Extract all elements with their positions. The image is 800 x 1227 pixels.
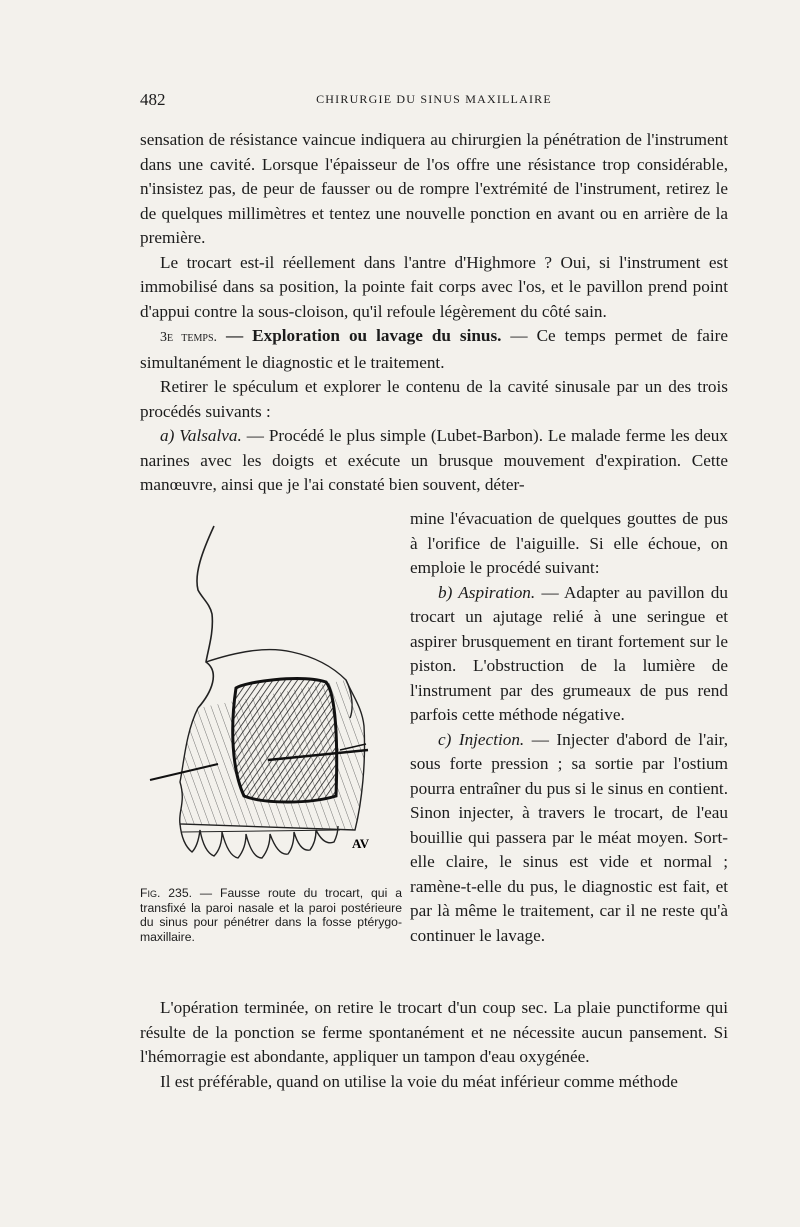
column-paragraph-1: mine l'évacuation de quelques gouttes de pus à l'orifice de l'aiguille. Si elle échoue, on emploie le procédé suivant: — [410, 509, 728, 577]
paragraph-3 — [140, 324, 728, 375]
section-heading: — Exploration ou lavage du sinus. — [225, 326, 502, 345]
running-title: CHIRURGIE DU SINUS MAXILLAIRE — [316, 92, 552, 106]
column-paragraph-3-text: — Injecter d'abord de l'air, sous forte pression ; sa sortie par l'ostium pourra entraîner du pus si le sinus en contient. Sinon injecter, à travers le trocart, de l'eau bouillie qui passera par le méat moyen. Sort-elle claire, le sinus est vide et normal ; ramène-t-elle du pus, le diagnostic est fait, et par là même le traitement, car il ne reste qu'à continuer le lavage. — [410, 729, 728, 945]
skull-illustration — [140, 512, 400, 872]
figure-caption-text: — Fausse route du trocart, qui a transfixé la paroi nasale et la paroi postérieure du sinus pour pénétrer dans la fosse ptérygo-maxillaire. — [140, 886, 402, 944]
artist-monogram: AV — [352, 836, 370, 851]
page-number: 482 — [140, 90, 166, 109]
paragraph-5-text: — Procédé le plus simple (Lubet-Barbon). Le malade ferme les deux narines avec les doigts et exécute un brusque mouvement d'expiration. Cette manœuvre, ainsi que je l'ai constaté bien souvent, déter- — [140, 426, 728, 494]
paragraph-2: Le trocart est-il réellement dans l'antre d'Highmore ? Oui, si l'instrument est immobilisé dans sa position, la pointe fait corps avec l'os, et le pavillon prend point d'appui contre la sous-cloison, qu'il refoule légèrement du côté sain. — [140, 252, 728, 321]
paragraph-4: Retirer le spéculum et explorer le contenu de la cavité sinusale par un des trois procédés suivants : — [140, 377, 728, 421]
paragraph-3-text: — Ce temps permet de faire simultanément le diagnostic et le traitement. — [140, 326, 729, 372]
column-paragraph-3 — [410, 728, 728, 949]
paragraph-7: Il est préférable, quand on utilise la voie du méat inférieur comme méthode — [160, 1071, 678, 1091]
column-paragraph-2-text: — Adapter au pavillon du trocart un ajutage relié à une seringue et aspirer brusquement en tirant fortement sur le piston. L'obstruction de la lumière de l'instrument par des grumeaux de pus rend parfois cette méthode négative. — [410, 582, 728, 724]
page-header — [140, 90, 728, 114]
method-c-label: c) Injection. — [438, 729, 525, 749]
paragraph-5 — [140, 424, 728, 498]
paragraph-6: L'opération terminée, on retire le trocart d'un coup sec. La plaie punctiforme qui résulte de la ponction se ferme spontanément et ne nécessite aucun pansement. Si l'hémorragie est abondante, appliquer un tampon d'eau oxygénée. — [140, 998, 728, 1066]
method-a-label: a) Valsalva. — [160, 426, 242, 445]
figure-caption — [140, 886, 402, 944]
text-block-bottom — [140, 996, 728, 1094]
text-block-top — [140, 128, 728, 498]
paragraph-1: sensation de résistance vaincue indiquera au chirurgien la pénétration de l'instrument dans une cavité. Lorsque l'épaisseur de l'os offre une résistance trop considérable, n'insistez pas, de peur de fausser ou de rompre l'extrémité de l'instrument, retirez le de quelques millimètres et tentez une nouvelle ponction en avant ou en arrière de la première. — [140, 130, 728, 247]
column-paragraph-2 — [410, 581, 728, 728]
method-b-label: b) Aspiration. — [438, 582, 536, 602]
step-label: 3e temps. — [160, 330, 218, 345]
skull-figure — [140, 512, 400, 872]
figure-label: Fig. 235. — [140, 886, 192, 900]
text-column-right — [410, 507, 728, 948]
